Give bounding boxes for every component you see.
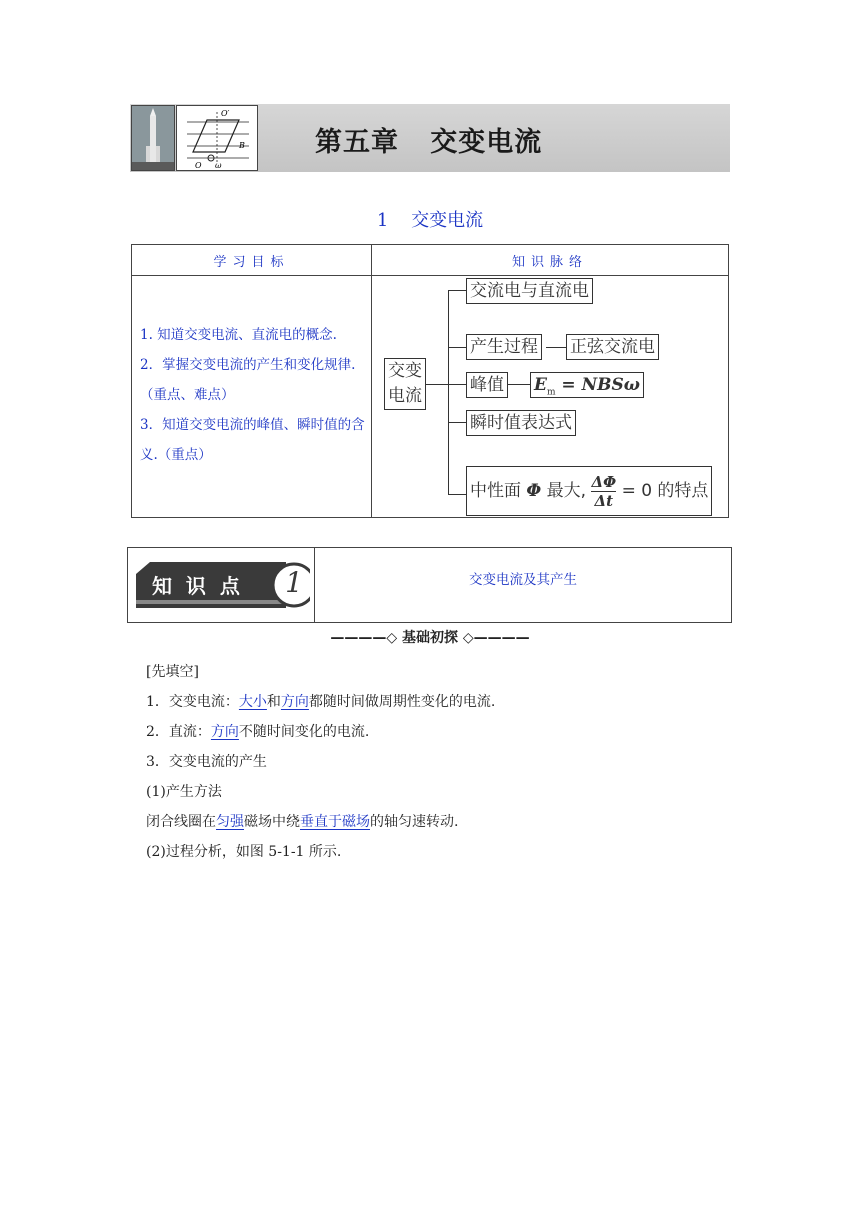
mindmap-node-instantaneous: 瞬时值表达式	[466, 410, 576, 436]
mindmap-node-generation: 产生过程	[466, 334, 542, 360]
chapter-title: 第五章 交变电流	[315, 127, 543, 158]
answer-blank: 大小	[238, 694, 267, 710]
content-line-5	[146, 811, 746, 841]
objectives-list	[140, 320, 366, 470]
connector	[508, 384, 530, 385]
mindmap-node-sine-ac: 正弦交流电	[566, 334, 659, 360]
text: 的轴匀速转动.	[370, 814, 459, 830]
text: 1．交变电流：	[146, 694, 239, 710]
connector	[448, 347, 466, 348]
neutral-plane-phi: Φ	[526, 481, 542, 501]
rocket-photo	[131, 105, 175, 171]
fill-blank-label: [先填空]	[146, 664, 199, 680]
diagram-label-omega: ω	[215, 161, 222, 170]
knowledge-point-number: 1	[285, 566, 303, 599]
text: 磁场中绕	[244, 814, 300, 830]
diagram-label-o-prime: O′	[221, 109, 230, 118]
connector	[448, 290, 449, 494]
content-body	[146, 661, 746, 871]
diagram-label-b: B	[239, 141, 245, 150]
text: 都随时间做周期性变化的电流.	[308, 694, 496, 710]
content-line-3: 3．交变电流的产生	[146, 754, 267, 770]
answer-blank: 匀强	[216, 814, 244, 830]
formula-rest: = NBSω	[555, 375, 640, 395]
mindmap-node-peak-formula	[530, 372, 644, 398]
answer-blank: 方向	[280, 694, 309, 710]
neutral-plane-post: = 0 的特点	[621, 481, 709, 501]
root-line-2: 电流	[388, 386, 422, 406]
text: 不随时间变化的电流.	[238, 724, 370, 740]
mindmap-node-neutral-plane	[466, 466, 712, 516]
text: 闭合线圈在	[146, 814, 216, 830]
connector	[546, 347, 566, 348]
connector	[448, 290, 466, 291]
fraction-numerator: ΔΦ	[591, 472, 617, 491]
knowledge-mindmap	[372, 276, 728, 517]
knowledge-point-badge-text: 知 识 点	[152, 574, 240, 598]
section-title: 1 交变电流	[376, 210, 484, 231]
objective-item: 3．知道交变电流的峰值、瞬时值的含义.（重点）	[140, 417, 365, 463]
objective-item: 2．掌握交变电流的产生和变化规律.（重点、难点）	[140, 357, 356, 403]
basic-explore-heading: ————◇ 基础初探 ◇————	[330, 630, 530, 646]
diagram-label-o: O	[195, 161, 202, 170]
chapter-banner	[130, 104, 730, 172]
header-learning-goals: 学习目标	[213, 255, 290, 270]
content-line-6: (2)过程分析，如图 5-1-1 所示.	[146, 844, 342, 860]
fraction-dphi-dt	[591, 473, 616, 510]
answer-blank: 方向	[210, 724, 239, 740]
connector	[448, 384, 466, 385]
content-line-1	[146, 691, 746, 721]
content-line-4: (1)产生方法	[146, 784, 222, 800]
formula-subscript: m	[546, 387, 556, 398]
mindmap-root	[384, 358, 426, 410]
knowledge-point-header	[127, 547, 732, 623]
formula-e: E	[534, 375, 547, 395]
content-line-2	[146, 721, 746, 751]
answer-blank: 垂直于磁场	[300, 814, 370, 830]
objectives-table	[131, 244, 729, 518]
knowledge-point-badge	[136, 562, 310, 608]
text: 和	[266, 694, 281, 710]
mindmap-node-ac-vs-dc: 交流电与直流电	[466, 278, 593, 304]
root-line-1: 交变	[388, 361, 422, 381]
connector	[426, 384, 448, 385]
objective-item: 1. 知道交变电流、直流电的概念.	[140, 327, 337, 343]
neutral-plane-mid: 最大,	[546, 481, 587, 501]
text: 2．直流：	[146, 724, 211, 740]
header-knowledge-map: 知识脉络	[511, 255, 588, 270]
coil-rotation-diagram	[176, 105, 258, 171]
connector	[448, 494, 466, 495]
neutral-plane-pre: 中性面	[470, 481, 521, 501]
fraction-denominator: Δt	[594, 491, 614, 510]
knowledge-point-title: 交变电流及其产生	[469, 572, 577, 588]
mindmap-node-peak: 峰值	[466, 372, 508, 398]
connector	[448, 422, 466, 423]
